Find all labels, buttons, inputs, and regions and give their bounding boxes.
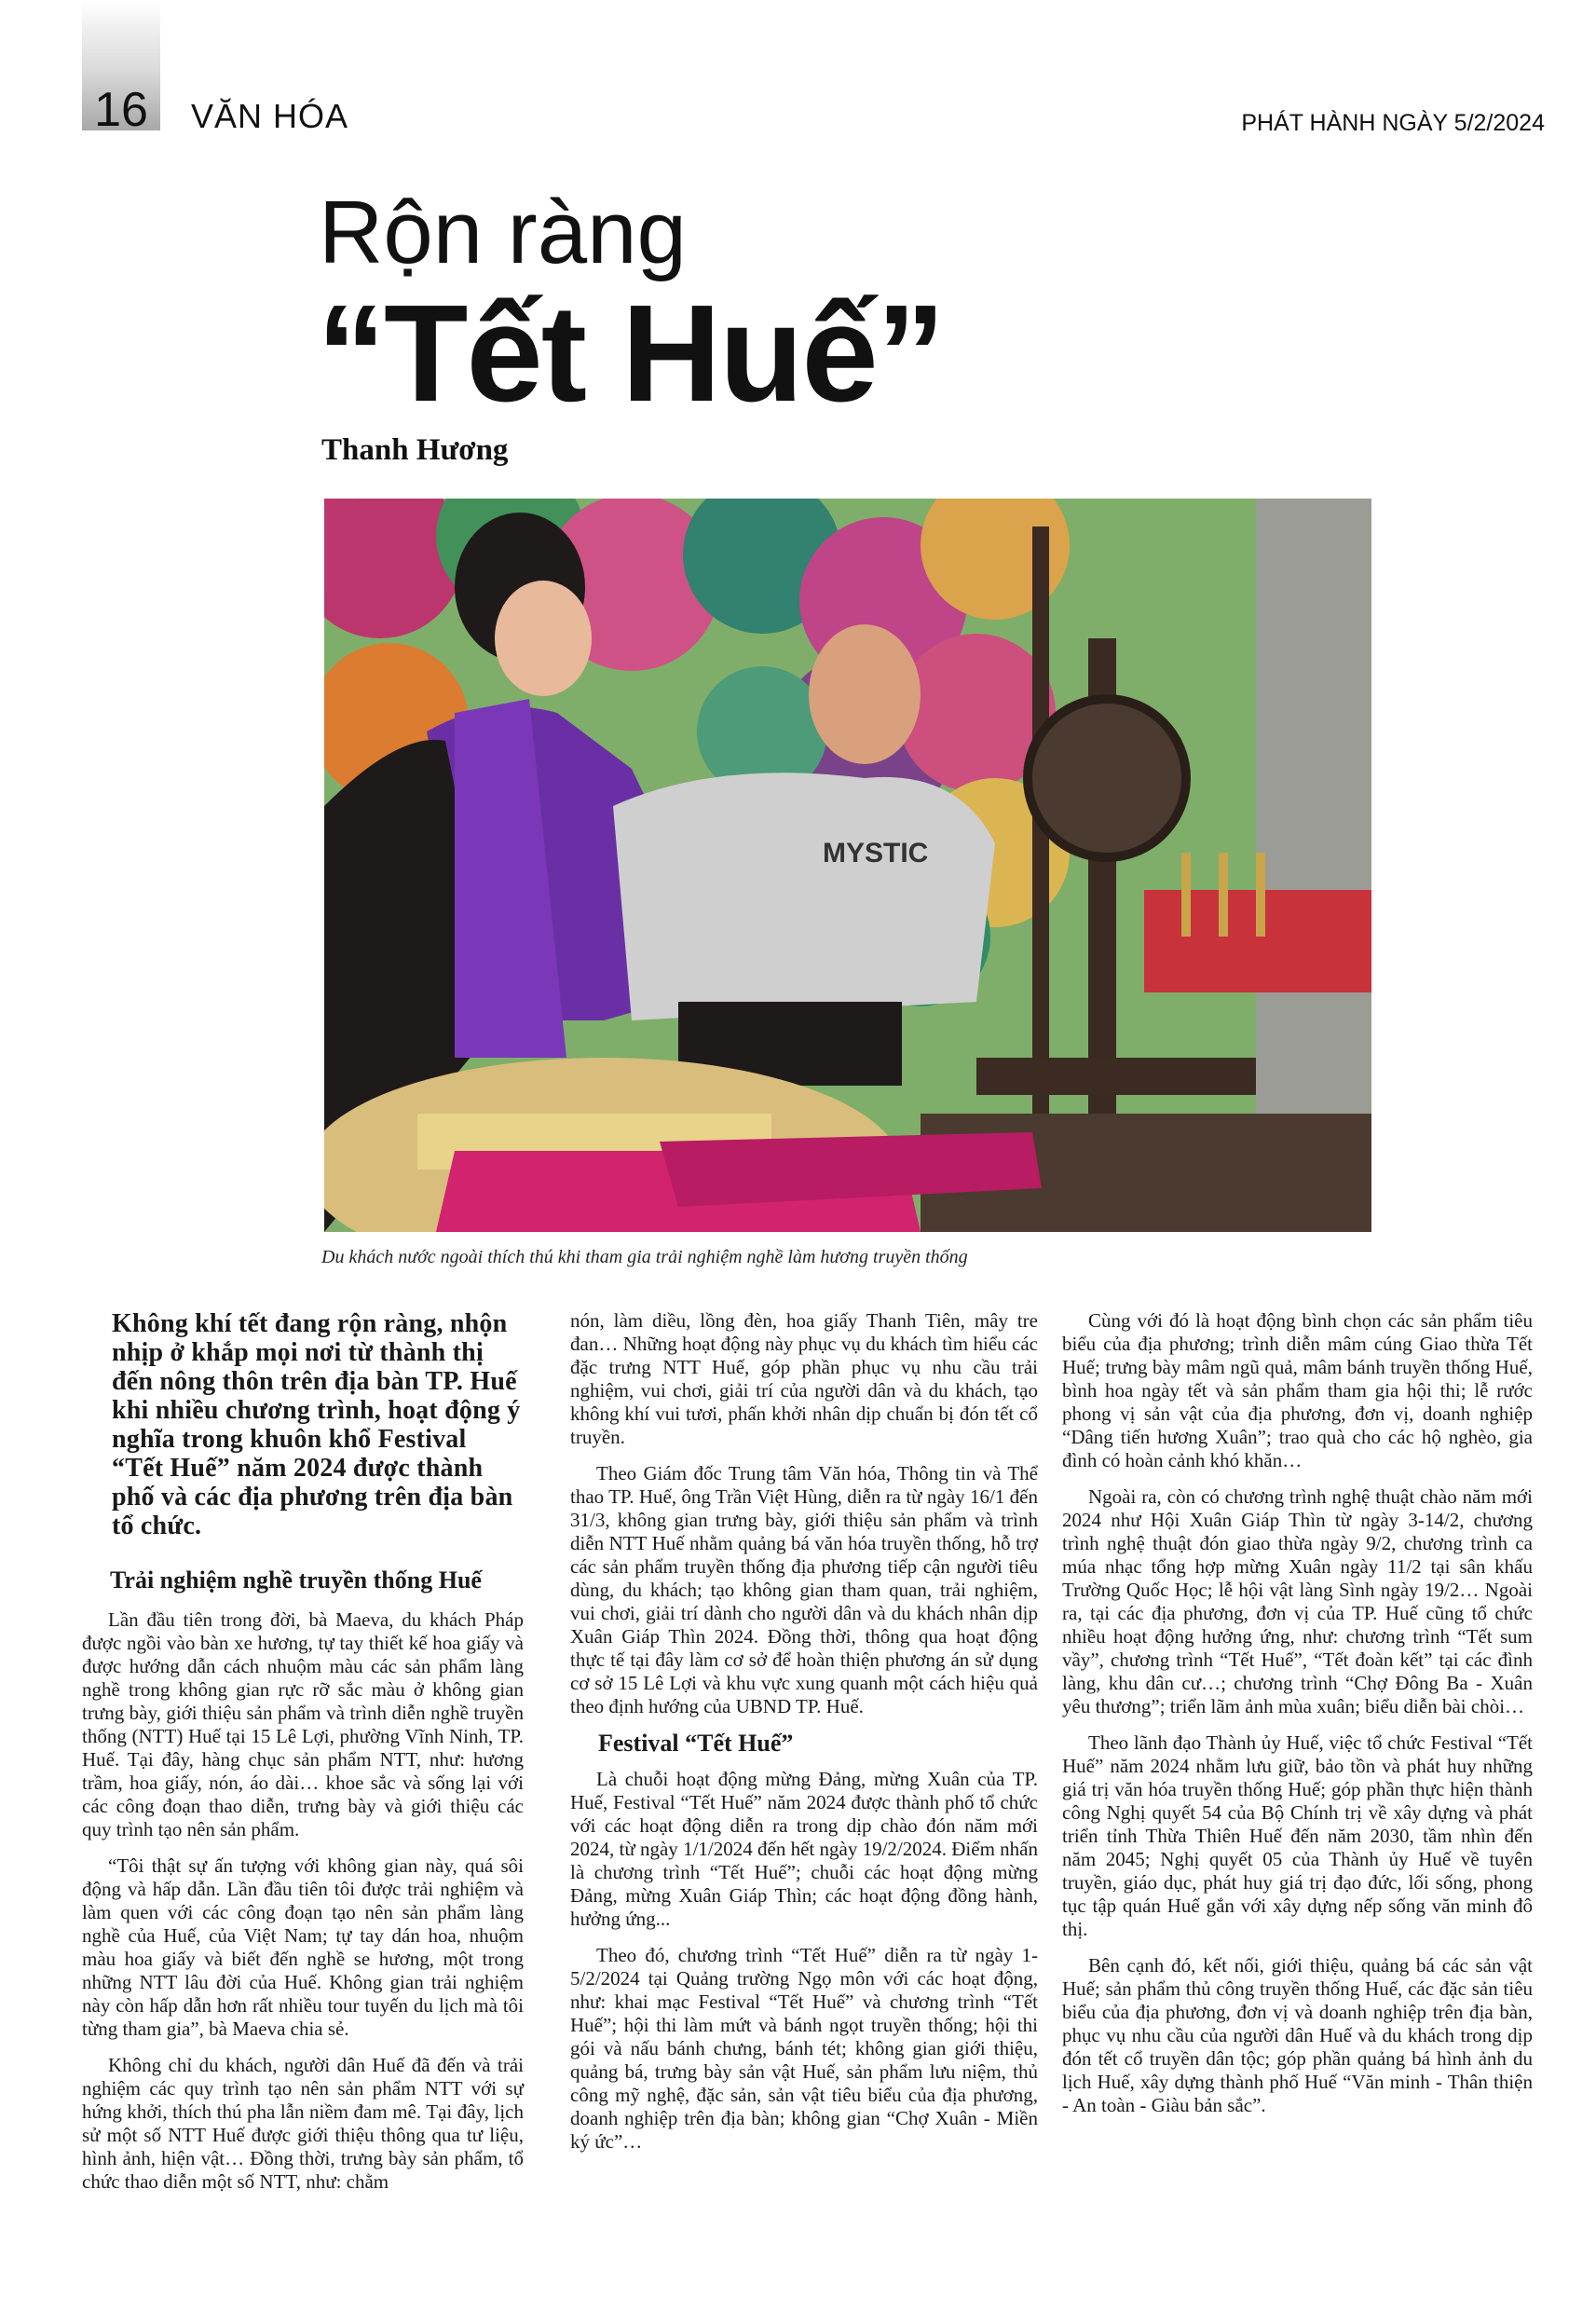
incense-workshop-illustration	[324, 499, 1371, 1232]
body-paragraph: Lần đầu tiên trong đời, bà Maeva, du khách Pháp được ngồi vào bàn xe hương, tự tay thiết kế hoa giấy và được hướng dẫn cách nhuộm màu các sản phẩm làng nghề trong không gian rực rỡ sắc màu ở không gian trưng bày, giới thiệu sản phẩm và trình diễn nghề truyền thống (NTT) Huế tại 15 Lê Lợi, phường Vĩnh Ninh, TP. Huế. Tại đây, hàng chục sản phẩm NTT, như: hương trầm, hoa giấy, nón, áo dài… khoe sắc và sống lại với các công đoạn thao diễn, trưng bày và giới thiệu các quy trình tạo nên sản phẩm.	[82, 1608, 524, 1840]
byline: Thanh Hương	[321, 433, 509, 467]
body-paragraph: Theo lãnh đạo Thành ủy Huế, việc tổ chức Festival “Tết Huế” năm 2024 nhằm lưu giữ, bảo tồn và phát huy những giá trị văn hóa truyền thống Huế; góp phần thực hiện thành công Nghị quyết 54 của Bộ Chính trị về xây dựng và phát triển tỉnh Thừa Thiên Huế đến năm 2030, tầm nhìn đến năm 2045; Nghị quyết 05 của Thành ủy Huế về tuyên truyền, giáo dục, phát huy giá trị đạo đức, lối sống, phong tục tập quán Huế gắn với xây dựng nếp sống văn minh đô thị.	[1062, 1731, 1533, 1940]
page-number: 16	[94, 83, 148, 137]
body-paragraph: Cùng với đó là hoạt động bình chọn các sản phẩm tiêu biểu của địa phương; trình diễn mâm cúng Giao thừa Tết Huế; trưng bày mâm ngũ quả, mâm bánh truyền thống Huế, bình hoa ngày tết và sản phẩm tham gia hội thi; lễ rước phong vị sản vật của địa phương, đơn vị, doanh nghiệp “Dâng tiến hương Xuân”; trao quà cho các hộ nghèo, gia đình có hoàn cảnh khó khăn…	[1062, 1309, 1533, 1471]
section-title: VĂN HÓA	[191, 97, 349, 135]
headline-line-1: Rộn ràng	[319, 183, 687, 282]
column-2	[570, 1309, 1038, 2167]
lead-paragraph: Không khí tết đang rộn ràng, nhộn nhịp ở khắp mọi nơi từ thành thị đến nông thôn trên địa bàn TP. Huế khi nhiều chương trình, hoạt động ý nghĩa trong khuôn khổ Festival “Tết Huế” năm 2024 được thành phố và các địa phương trên địa bàn tổ chức.	[112, 1309, 521, 1540]
issue-date: PHÁT HÀNH NGÀY 5/2/2024	[1241, 110, 1545, 136]
column-1	[82, 1309, 524, 2207]
body-paragraph: Theo đó, chương trình “Tết Huế” diễn ra từ ngày 1-5/2/2024 tại Quảng trường Ngọ môn với các hoạt động, như: khai mạc Festival “Tết Huế” và chương trình “Tết Huế”; hội thi làm mứt và bánh ngọt truyền thống; hội thi gói và nấu bánh chưng, bánh tét; không gian giới thiệu, quảng bá, trưng bày sản vật Huế, sản phẩm lưu niệm, thủ công mỹ nghệ, đặc sản, sản vật tiêu biểu của địa phương, doanh nghiệp trên địa bàn; không gian “Chợ Xuân - Miền ký ức”…	[570, 1944, 1038, 2153]
body-paragraph: Bên cạnh đó, kết nối, giới thiệu, quảng bá các sản vật Huế; sản phẩm thủ công truyền thống Huế, các đặc sản tiêu biểu của địa phương, đơn vị và doanh nghiệp trên địa bàn, phục vụ nhu cầu của người dân Huế và du khách trong dịp đón tết cổ truyền dân tộc; góp phần quảng bá hình ảnh du lịch Huế, xây dựng thành phố Huế “Văn minh - Thân thiện - An toàn - Giàu bản sắc”.	[1062, 1954, 1533, 2116]
body-paragraph: “Tôi thật sự ấn tượng với không gian này, quá sôi động và hấp dẫn. Lần đầu tiên tôi được trải nghiệm và làm quen với các công đoạn tạo nên sản phẩm làng nghề của Huế, của Việt Nam; tự tay dán hoa, nhuộm màu hoa giấy và biết đến nghề se hương, một trong những NTT lâu đời của Huế. Không gian trải nghiệm này còn hấp dẫn hơn rất nhiều tour tuyến du lịch mà tôi từng tham gia”, bà Maeva chia sẻ.	[82, 1854, 524, 2040]
feature-photo	[324, 499, 1371, 1232]
body-paragraph: Là chuỗi hoạt động mừng Đảng, mừng Xuân của TP. Huế, Festival “Tết Huế” năm 2024 được thành phố tổ chức với các hoạt động diễn ra trong dịp chào đón năm mới 2024, từ ngày 1/1/2024 đến hết ngày 19/2/2024. Điểm nhấn là chương trình “Tết Huế”; chuỗi các hoạt động mừng Đảng, mừng Xuân Giáp Thìn; các hoạt động đồng hành, hưởng ứng...	[570, 1768, 1038, 1930]
body-paragraph: nón, làm diều, lồng đèn, hoa giấy Thanh Tiên, mây tre đan… Những hoạt động này phục vụ du khách tìm hiểu các đặc trưng NTT Huế, góp phần phục vụ nhu cầu trải nghiệm, vui chơi, giải trí của người dân và du khách, tạo không khí vui tươi, phấn khởi nhân dịp chuẩn bị đón tết cổ truyền.	[570, 1309, 1038, 1448]
subheading-traditional-crafts: Trải nghiệm nghề truyền thống Huế	[110, 1566, 482, 1594]
body-paragraph: Theo Giám đốc Trung tâm Văn hóa, Thông tin và Thể thao TP. Huế, ông Trần Việt Hùng, diễn ra từ ngày 16/1 đến 31/3, không gian trưng bày, giới thiệu sản phẩm và trình diễn NTT Huế nhằm quảng bá văn hóa truyền thống, hỗ trợ các sản phẩm truyền thống địa phương tiếp cận người tiêu dùng, du khách; tạo không gian tham quan, trải nghiệm, vui chơi, giải trí dành cho người dân và du khách nhân dịp Xuân Giáp Thìn 2024. Đồng thời, thông qua hoạt động thực tế tại đây làm cơ sở để hoàn thiện phương án sử dụng cơ sở 15 Lê Lợi và khu vực xung quanh một cách hiệu quả theo định hướng của UBND TP. Huế.	[570, 1462, 1038, 1717]
body-paragraph: Ngoài ra, còn có chương trình nghệ thuật chào năm mới 2024 như Hội Xuân Giáp Thìn từ ngày 3-14/2, chương trình nghệ thuật đón giao thừa ngày 9/2, chương trình ca múa nhạc tổng hợp mừng Xuân ngày 11/2 tại sân khấu Trường Quốc Học; lễ hội vật làng Sình ngày 19/2… Ngoài ra, tại các địa phương, đơn vị của TP. Huế cũng tổ chức nhiều hoạt động hưởng ứng, như: chương trình “Tết sum vầy”, chương trình “Tết Huế”, “Tết đoàn kết” tại các đình làng, khu dân cư…; chương trình “Chợ Đông Ba - Xuân yêu thương”; triển lãm ảnh mùa xuân; biểu diễn bài chòi…	[1062, 1485, 1533, 1717]
shirt-print: MYSTIC	[823, 838, 929, 869]
subheading-festival: Festival “Tết Huế”	[598, 1730, 794, 1757]
body-paragraph: Không chỉ du khách, người dân Huế đã đến và trải nghiệm các quy trình tạo nên sản phẩm NTT với sự hứng khởi, thích thú pha lẫn niềm đam mê. Tại đây, lịch sử một số NTT Huế được giới thiệu thông qua tư liệu, hình ảnh, hiện vật… Đồng thời, trưng bày sản phẩm, tổ chức thao diễn một số NTT, như: chằm	[82, 2054, 524, 2193]
headline-line-2: “Tết Huế”	[317, 277, 944, 431]
photo-caption: Du khách nước ngoài thích thú khi tham gia trải nghiệm nghề làm hương truyền thống	[321, 1247, 968, 1267]
column-3	[1062, 1309, 1533, 2130]
